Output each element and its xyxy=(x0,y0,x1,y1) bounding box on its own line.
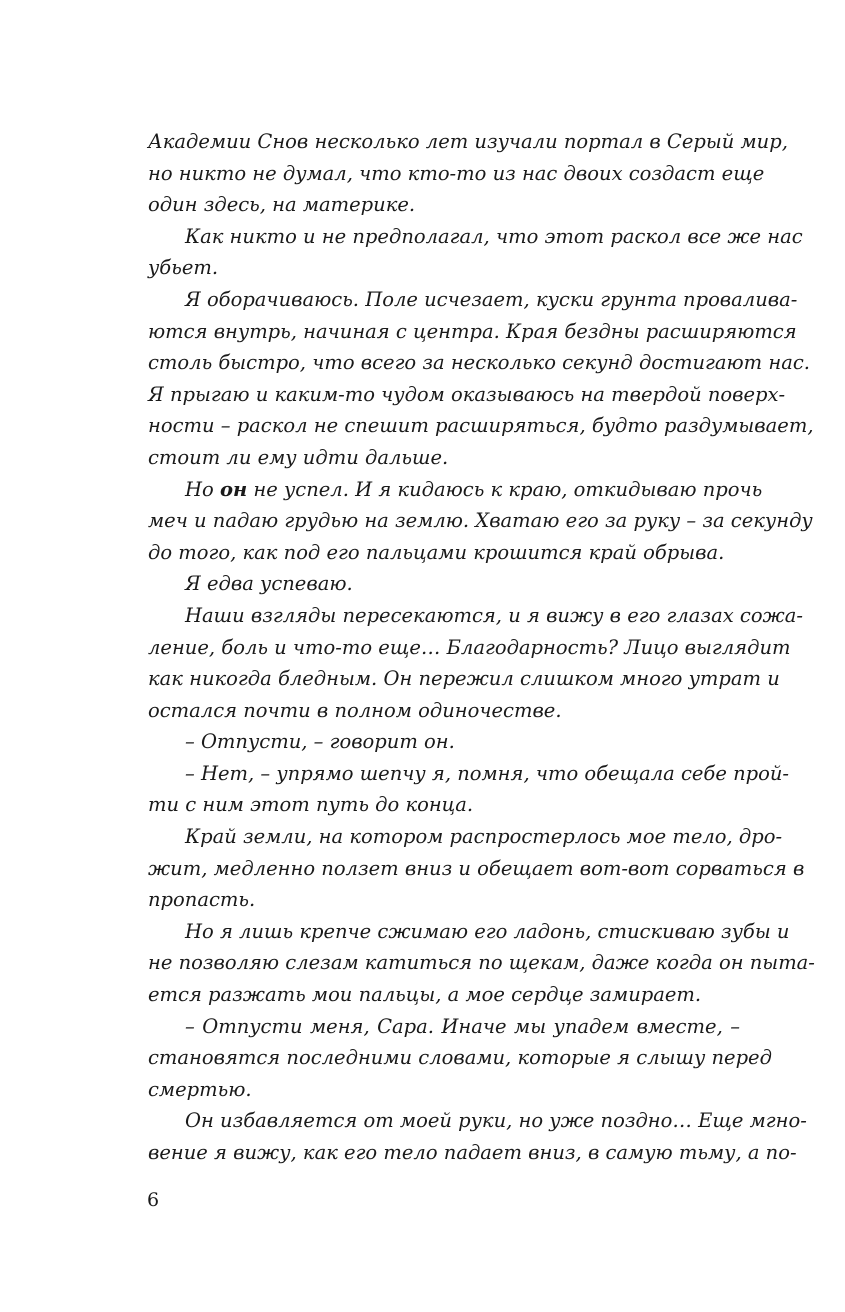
text-fragment: не успел. И я кидаюсь к краю, откидываю прочь xyxy=(247,477,763,501)
body-text xyxy=(148,126,815,1169)
text-line: ются внутрь, начиная с центра. Края бездны расширяются xyxy=(148,319,797,343)
text-line: меч и падаю грудью на землю. Хватаю его за руку – за секунду xyxy=(148,509,813,533)
text-line: один здесь, на материке. xyxy=(148,193,416,217)
text-line: стоит ли ему идти дальше. xyxy=(148,445,449,469)
text-line: Но я лишь крепче сжимаю его ладонь, стискиваю зубы и xyxy=(185,919,790,943)
text-line: пропасть. xyxy=(148,888,256,912)
text-line xyxy=(148,474,763,506)
text-line: ление, боль и что-то еще… Благодарность? Лицо выглядит xyxy=(148,635,791,659)
text-line: – Отпусти меня, Сара. Иначе мы упадем вместе, – xyxy=(185,1014,740,1038)
text-line: ти с ним этот путь до конца. xyxy=(148,793,474,817)
text-line: ности – раскол не спешит расширяться, будто раздумывает, xyxy=(148,414,814,438)
text-line: Академии Снов несколько лет изучали портал в Серый мир, xyxy=(148,130,788,153)
text-line: убьет. xyxy=(148,256,219,280)
text-line: Край земли, на котором распростерлось мое тело, дро- xyxy=(185,825,783,849)
text-line: но никто не думал, что кто-то из нас двоих создаст еще xyxy=(148,161,765,185)
text-line: ется разжать мои пальцы, а мое сердце замирает. xyxy=(148,983,702,1007)
text-line: – Нет, – упрямо шепчу я, помня, что обещала себе прой- xyxy=(185,761,789,785)
text-line: Наши взгляды пересекаются, и я вижу в его глазах сожа- xyxy=(185,603,803,627)
text-line: Я едва успеваю. xyxy=(185,572,353,596)
text-line: как никогда бледным. Он пережил слишком много утрат и xyxy=(148,667,780,691)
text-line: не позволяю слезам катиться по щекам, даже когда он пыта- xyxy=(148,951,815,975)
emphasis-word: он xyxy=(219,477,248,501)
text-line: Я оборачиваюсь. Поле исчезает, куски грунта проваливa- xyxy=(185,287,798,311)
text-line: становятся последними словами, которые я слышу перед xyxy=(148,1046,772,1070)
text-line: остался почти в полном одиночестве. xyxy=(148,698,562,722)
text-line: до того, как под его пальцами крошится край обрыва. xyxy=(148,540,725,564)
text-line: Он избавляется от моей руки, но уже поздно… Еще мгно- xyxy=(185,1109,807,1133)
text-line: столь быстро, что всего за несколько секунд достигают нас. xyxy=(148,351,810,375)
text-line: вение я вижу, как его тело падает вниз, в самую тьму, а по- xyxy=(148,1141,797,1164)
text-line: Я прыгаю и каким-то чудом оказываюсь на твердой поверх- xyxy=(148,382,786,406)
text-line: смертью. xyxy=(148,1077,252,1101)
text-line: Как никто и не предполагал, что этот раскол все же нас xyxy=(185,224,803,248)
text-fragment: Но xyxy=(185,477,220,501)
text-line: – Отпусти, – говорит он. xyxy=(185,730,455,754)
page-number: 6 xyxy=(147,1189,160,1211)
text-line: жит, медленно ползет вниз и обещает вот-вот сорваться в xyxy=(148,856,805,880)
